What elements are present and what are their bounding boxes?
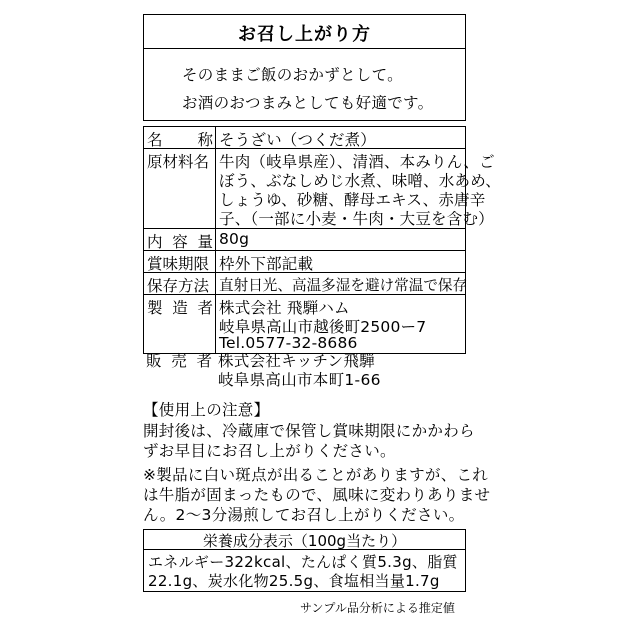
ingredients-line: 子、（一部に小麦・牛肉・大豆を含む） [219, 210, 494, 228]
maker-label-char: 造 [172, 299, 188, 317]
content-value: 80g [219, 230, 250, 248]
content-label [147, 230, 213, 252]
ingredients-line: しょうゆ、砂糖、酵母エキス、赤唐辛 [219, 191, 486, 209]
maker-label-char: 製 [147, 299, 163, 317]
seller-name: 株式会社キッチン飛騨 [218, 352, 375, 370]
seller-label-char: 販 [146, 352, 162, 370]
expiry-value: 枠外下部記載 [219, 255, 314, 273]
nutrition-note: サンプル品分析による推定値 [300, 601, 455, 615]
maker-line: 岐阜県高山市越後町2500ー7 [219, 318, 427, 336]
content-label-char: 容 [172, 233, 188, 251]
seller-address: 岐阜県高山市本町1-66 [218, 371, 381, 389]
expiry-label-text: 賞味期限 [147, 255, 210, 273]
name-label-char: 称 [197, 131, 213, 149]
seller-label-char: 者 [196, 352, 212, 370]
product-label-table [143, 126, 501, 354]
label-column-divider [215, 127, 216, 353]
ingredients-label [147, 150, 213, 172]
usage-note-line: ※製品に白い斑点が出ることがありますが、これ [143, 466, 489, 484]
expiry-label [147, 252, 213, 274]
maker-line: Tel.0577-32-8686 [219, 334, 358, 352]
usage-note-line: ん。2～3分湯煎してお召し上がりください。 [143, 506, 465, 524]
serving-title: お召し上がり方 [238, 24, 371, 45]
name-value: そうざい（つくだ煮） [219, 131, 377, 149]
name-label [147, 128, 213, 150]
maker-label-char: 者 [197, 299, 213, 317]
storage-label [147, 274, 213, 296]
nutrition-title: 栄養成分表示（100g当たり） [202, 532, 407, 550]
usage-note-line: ずお早目にお召し上がりください。 [143, 442, 396, 460]
content-label-char: 量 [197, 233, 213, 251]
content-label-char: 内 [147, 233, 163, 251]
nutrition-line-1: エネルギー322kcal、たんぱく質5.3g、脂質 [148, 553, 458, 571]
seller-label [146, 349, 212, 371]
maker-line: 株式会社 飛騨ハム [219, 299, 350, 317]
usage-note-line: は牛脂が固まったもので、風味に変わりありませ [143, 486, 491, 504]
serving-line-2: お酒のおつまみとしても好適です。 [182, 94, 434, 112]
usage-notes-heading: 【使用上の注意】 [143, 401, 270, 419]
nutrition-facts-box [143, 529, 466, 592]
seller-label-char: 売 [171, 352, 187, 370]
serving-line-1: そのままご飯のおかずとして。 [182, 66, 403, 84]
usage-note-line: 開封後は、冷蔵庫で保管し賞味期限にかかわら [143, 422, 475, 440]
maker-label [147, 296, 213, 318]
serving-suggestion-box [143, 14, 466, 121]
ingredients-line: 牛肉（岐阜県産）、清酒、本みりん、ご [219, 153, 495, 171]
serving-title-row [144, 15, 465, 49]
nutrition-line-2: 22.1g、炭水化物25.5g、食塩相当量1.7g [148, 572, 440, 590]
ingredients-line: ぼう、ぶなしめじ水煮、味噌、水あめ、 [219, 172, 501, 190]
ingredients-label-text: 原材料名 [147, 153, 210, 171]
nutrition-title-row [144, 530, 465, 550]
name-label-char: 名 [147, 131, 163, 149]
storage-label-text: 保存方法 [147, 277, 210, 295]
storage-value: 直射日光、高温多湿を避け常温で保存 [219, 277, 468, 294]
